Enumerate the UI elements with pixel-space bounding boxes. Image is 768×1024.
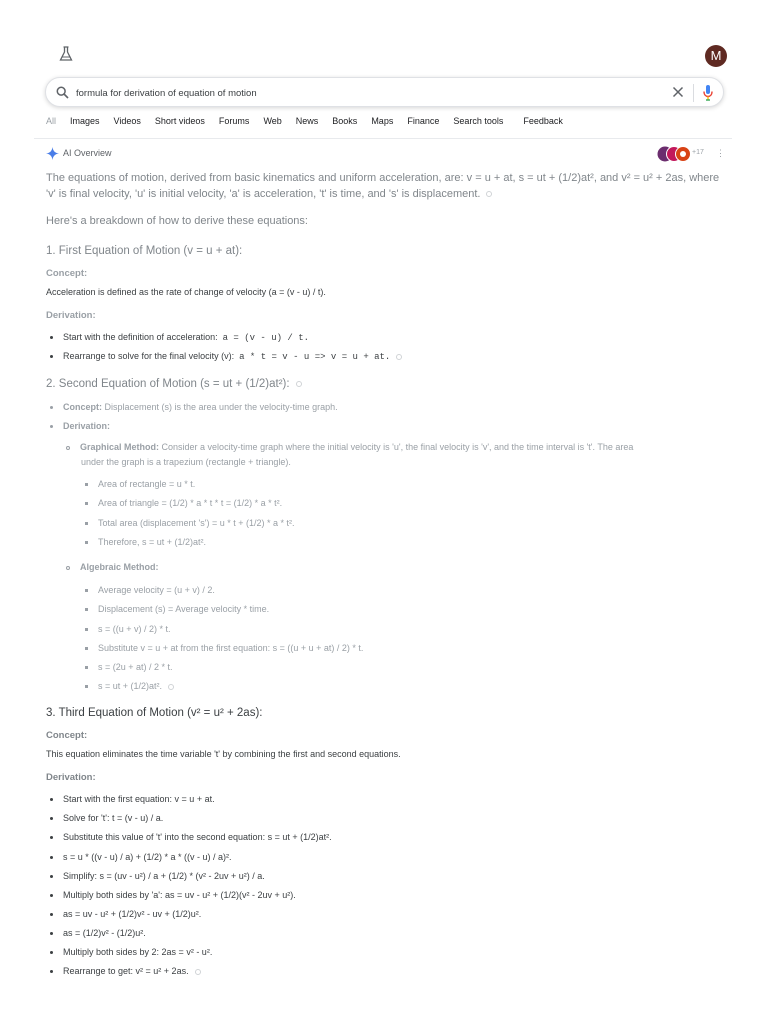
bullet (50, 836, 53, 839)
bullet (50, 406, 53, 409)
eq2-graphical-text-2: under the graph is a trapezium (rectangle + triangle). (81, 457, 291, 467)
algebraic-item: s = (2u + at) / 2 * t. (98, 662, 173, 672)
search-icon (56, 86, 69, 99)
list-item (66, 442, 633, 452)
eq1-concept-text: Acceleration is defined as the rate of change of velocity (a = (v - u) / t). (46, 287, 326, 297)
link-icon[interactable] (195, 969, 201, 975)
ai-overview-header (46, 146, 730, 162)
eq2-graphical-label: Graphical Method: (80, 442, 160, 452)
list-item (85, 585, 215, 595)
list-item (50, 928, 146, 938)
flask-icon[interactable] (59, 46, 73, 62)
bullet (66, 566, 70, 570)
tab-short-videos[interactable]: Short videos (154, 116, 205, 126)
bullet (66, 446, 70, 450)
bullet (85, 608, 88, 611)
bullet (85, 647, 88, 650)
link-icon[interactable] (396, 354, 402, 360)
eq2-heading (46, 378, 302, 390)
list-item (85, 479, 195, 489)
eq3-item: as = uv - u² + (1/2)v² - uv + (1/2)u². (63, 909, 202, 919)
list-item (85, 643, 363, 653)
list-item (50, 402, 338, 412)
bullet (50, 970, 53, 973)
bullet (50, 798, 53, 801)
eq1-b1-text: Start with the definition of acceleration: (63, 332, 218, 342)
bullet (85, 589, 88, 592)
algebraic-item: Displacement (s) = Average velocity * time. (98, 604, 270, 614)
bullet (85, 502, 88, 505)
overview-intro: Here's a breakdown of how to derive these equations: (46, 215, 308, 227)
tab-search-tools[interactable]: Search tools (453, 116, 504, 126)
eq3-item: as = (1/2)v² - (1/2)u². (63, 928, 146, 938)
list-item (85, 537, 206, 547)
eq2-algebraic-label: Algebraic Method: (80, 562, 159, 572)
tab-maps[interactable]: Maps (371, 116, 394, 126)
list-item (50, 421, 110, 431)
tabs-divider (34, 138, 732, 139)
list-item (50, 966, 201, 976)
bullet (50, 336, 53, 339)
algebraic-item: s = ((u + v) / 2) * t. (98, 624, 171, 634)
graphical-item: Area of triangle = (1/2) * a * t * t = (1/2) * a * t². (98, 498, 283, 508)
microphone-icon[interactable] (702, 84, 714, 102)
eq2-heading-text: 2. Second Equation of Motion (s = ut + (1/2)at²): (46, 378, 290, 390)
bullet (85, 685, 88, 688)
ai-overview (46, 146, 730, 976)
ai-overview-title: AI Overview (63, 148, 112, 158)
list-item (85, 624, 171, 634)
top-bar (0, 0, 768, 72)
bullet (50, 856, 53, 859)
overview-summary (46, 170, 730, 202)
tab-news[interactable]: News (295, 116, 319, 126)
list-item (85, 498, 282, 508)
tab-feedback[interactable]: Feedback (523, 116, 563, 126)
bullet (50, 913, 53, 916)
list-item (85, 662, 173, 672)
eq2-concept-text: Displacement (s) is the area under the velocity-time graph. (104, 402, 338, 412)
bullet (85, 628, 88, 631)
search-divider (693, 84, 694, 102)
list-item (85, 604, 269, 614)
bullet (50, 932, 53, 935)
eq3-item: Substitute this value of 't' into the second equation: s = ut + (1/2)at². (63, 832, 332, 842)
eq3-derivation-label: Derivation: (46, 772, 96, 783)
search-tabs (46, 116, 577, 130)
tab-books[interactable]: Books (332, 116, 358, 126)
sparkle-icon (46, 147, 59, 160)
list-item (50, 332, 309, 343)
avatar[interactable]: M (705, 45, 727, 67)
eq1-b2-code: a * t = v - u => v = u + at. (239, 352, 391, 362)
tab-all[interactable]: All (46, 116, 57, 126)
graphical-item: Total area (displacement 's') = u * t + (1/2) * a * t². (98, 518, 295, 528)
bullet (50, 894, 53, 897)
list-item (50, 890, 296, 900)
tab-finance[interactable]: Finance (407, 116, 440, 126)
eq3-item: Simplify: s = (uv - u²) / a + (1/2) * (v² - 2uv + u²) / a. (63, 871, 265, 881)
bullet (85, 522, 88, 525)
bullet (50, 355, 53, 358)
eq3-concept-label: Concept: (46, 730, 88, 741)
link-icon[interactable] (168, 684, 174, 690)
list-item (50, 871, 265, 881)
eq1-heading: 1. First Equation of Motion (v = u + at): (46, 245, 243, 257)
close-icon[interactable] (671, 85, 685, 99)
algebraic-item: Average velocity = (u + v) / 2. (98, 585, 215, 595)
bullet (85, 666, 88, 669)
list-item (50, 852, 232, 862)
bullet (50, 875, 53, 878)
list-item (50, 832, 332, 842)
eq3-item: Rearrange to get: v² = u² + 2as. (63, 966, 189, 976)
tab-videos[interactable]: Videos (113, 116, 141, 126)
link-icon[interactable] (486, 191, 492, 197)
bullet (50, 817, 53, 820)
tab-web[interactable]: Web (263, 116, 282, 126)
eq3-item: Multiply both sides by 'a': as = uv - u² + (1/2)(v² - 2uv + u²). (63, 890, 296, 900)
bullet (85, 483, 88, 486)
search-input[interactable] (76, 84, 636, 102)
eq3-item: Start with the first equation: v = u + at. (63, 794, 215, 804)
list-item (85, 681, 174, 691)
list-item (85, 518, 295, 528)
list-item (50, 813, 163, 823)
eq3-item: Solve for 't': t = (v - u) / a. (63, 813, 164, 823)
graphical-item: Therefore, s = ut + (1/2)at². (98, 537, 207, 547)
search-box (45, 77, 724, 107)
eq1-derivation-label: Derivation: (46, 310, 96, 321)
eq1-b2-text: Rearrange to solve for the final velocity (v): (63, 351, 235, 361)
source-avatars-icon[interactable] (657, 146, 691, 162)
bullet (50, 951, 53, 954)
list-item (50, 947, 212, 957)
bullet (85, 541, 88, 544)
algebraic-item: Substitute v = u + at from the first equation: s = ((u + u + at) / 2) * t. (98, 643, 364, 653)
list-item (50, 794, 215, 804)
eq3-heading: 3. Third Equation of Motion (v² = u² + 2as): (46, 707, 263, 719)
graphical-item: Area of rectangle = u * t. (98, 479, 196, 489)
eq1-b1-code: a = (v - u) / t. (222, 333, 310, 343)
tab-forums[interactable]: Forums (218, 116, 250, 126)
bullet (50, 425, 53, 428)
link-icon[interactable] (296, 381, 302, 387)
eq2-concept-label: Concept: (63, 402, 102, 412)
list-item (66, 562, 159, 572)
more-options-icon[interactable]: ⋮ (716, 148, 725, 158)
eq3-concept-text: This equation eliminates the time variable 't' by combining the first and second equations. (46, 749, 401, 759)
list-item (50, 351, 402, 362)
eq2-derivation-label: Derivation: (63, 421, 111, 431)
tab-images[interactable]: Images (70, 116, 100, 126)
overview-summary-text: The equations of motion, derived from basic kinematics and uniform acceleration, are: v = u + at, s = ut + (1/2)at², and v² = u² + 2as, where 'v' is final velocity, 'u' is initial velocity, 'a' is acceleration, 't' is time, and 's' is displacement. (46, 172, 720, 200)
eq3-item: s = u * ((v - u) / a) + (1/2) * a * ((v - u) / a)². (63, 852, 232, 862)
eq3-item: Multiply both sides by 2: 2as = v² - u². (63, 947, 213, 957)
eq1-concept-label: Concept: (46, 268, 88, 279)
eq2-graphical-text-1: Consider a velocity-time graph where the initial velocity is 'u', the final velocity is 'v', and the time interval is 't'. The area (161, 442, 634, 452)
algebraic-item: s = ut + (1/2)at². (98, 681, 163, 691)
source-count[interactable]: +17 (692, 149, 704, 156)
list-item (50, 909, 201, 919)
